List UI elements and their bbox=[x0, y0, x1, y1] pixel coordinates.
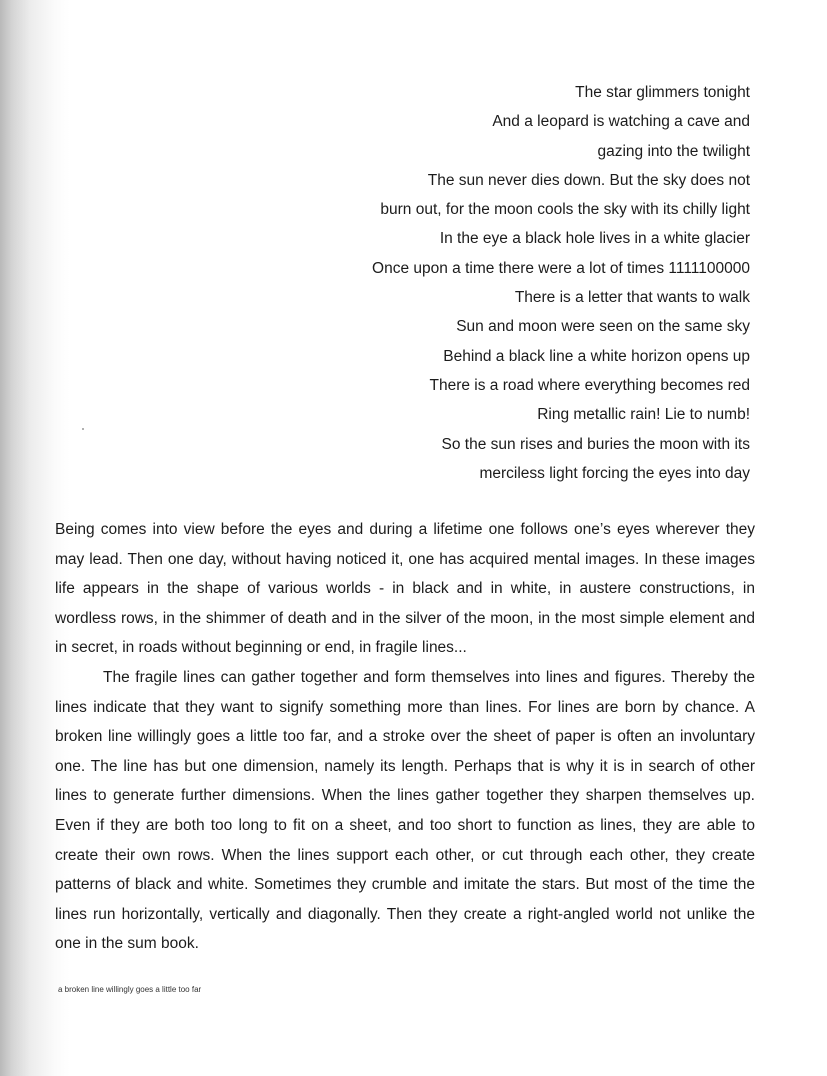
poem-line: The sun never dies down. But the sky does not bbox=[427, 171, 750, 189]
poem-line: There is a letter that wants to walk bbox=[514, 289, 750, 307]
figure-caption: a broken line willingly goes a little too far bbox=[58, 985, 202, 994]
poem-line: burn out, for the moon cools the sky with its chilly light bbox=[380, 201, 750, 219]
poem-line: So the sun rises and buries the moon with its bbox=[441, 435, 750, 453]
poem-line: Sun and moon were seen on the same sky bbox=[456, 318, 750, 336]
paper-speck bbox=[82, 428, 84, 430]
poem-line: merciless light forcing the eyes into day bbox=[479, 464, 750, 482]
poem-block bbox=[300, 78, 750, 488]
poem-line: gazing into the twilight bbox=[597, 142, 750, 160]
poem-line: Behind a black line a white horizon opens up bbox=[443, 347, 750, 365]
poem-line: And a leopard is watching a cave and bbox=[492, 113, 750, 131]
prose-paragraph-1: Being comes into view before the eyes and during a lifetime one follows one’s eyes wherever they may lead. Then one day, without having noticed it, one has acquired mental images. In these images life appears in the shape of various worlds - in black and in white, in austere constructions, in wordless rows, in the shimmer of death and in the silver of the moon, in the most simple element and in secret, in roads without beginning or end, in fragile lines... bbox=[55, 521, 755, 657]
poem-line: In the eye a black hole lives in a white glacier bbox=[439, 230, 750, 248]
poem-line: The star glimmers tonight bbox=[575, 84, 750, 101]
poem-line: There is a road where everything becomes red bbox=[429, 376, 750, 394]
prose-block bbox=[55, 515, 755, 959]
poem-line: Once upon a time there were a lot of times 1111100000 bbox=[372, 259, 750, 277]
poem-line: Ring metallic rain! Lie to numb! bbox=[537, 406, 750, 424]
prose-paragraph-2: The fragile lines can gather together and form themselves into lines and figures. Thereby the lines indicate that they want to signify something more than lines. For lines are born by chance. A broken line willingly goes a little too far, and a stroke over the sheet of paper is often an involuntary one. The line has but one dimension, namely its length. Perhaps that is why it is in search of other lines to generate further dimensions. When the lines gather together they sharpen themselves up. Even if they are both too long to fit on a sheet, and too short to function as lines, they are able to create their own rows. When the lines support each other, or cut through each other, they create patterns of black and white. Sometimes they crumble and imitate the stars. But most of the time the lines run horizontally, vertically and diagonally. Then they create a right-angled world not unlike the one in the sum book. bbox=[55, 668, 755, 953]
